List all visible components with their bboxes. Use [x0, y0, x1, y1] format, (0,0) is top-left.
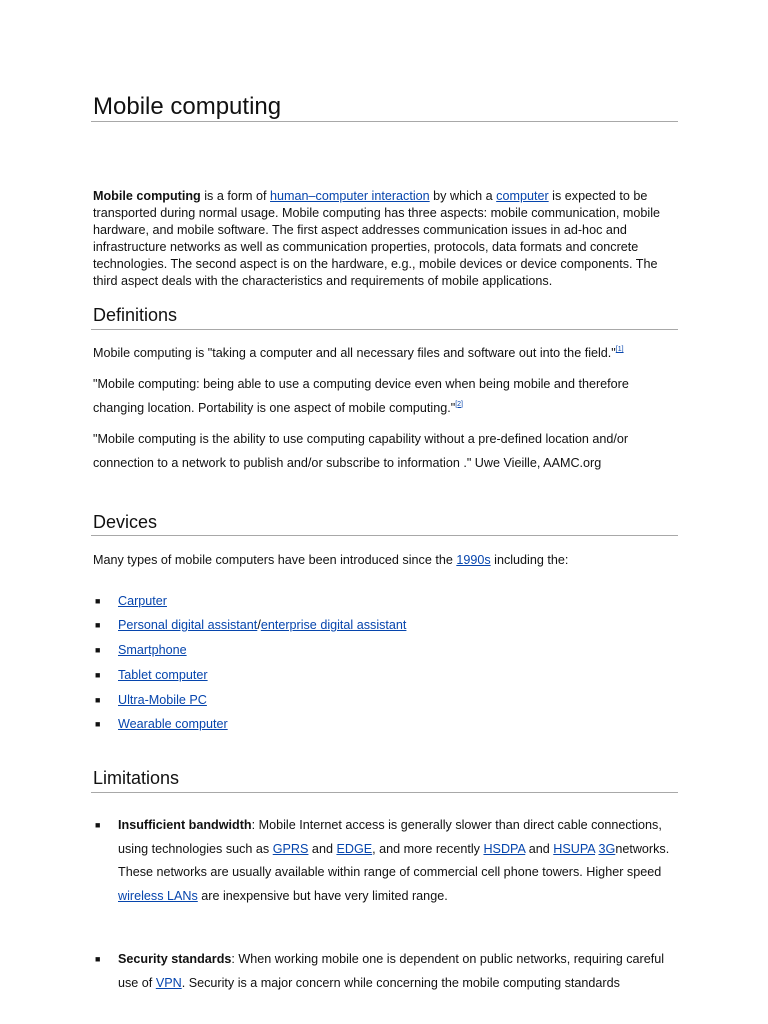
link-gprs[interactable]: GPRS — [272, 841, 309, 856]
definition-1 — [93, 342, 678, 366]
limitation-text: and — [308, 841, 337, 856]
reference-2[interactable]: [2] — [455, 400, 463, 408]
bullet-icon: ■ — [95, 954, 101, 964]
bullet-icon: ■ — [95, 670, 101, 680]
devices-intro — [93, 549, 678, 573]
definition-text: Mobile computing is "taking a computer and all necessary files and software out into the field." — [93, 346, 616, 360]
link-wearable-computer[interactable]: Wearable computer — [118, 717, 228, 731]
bullet-icon: ■ — [95, 596, 101, 606]
page-title: Mobile computing — [93, 93, 282, 120]
link-carputer[interactable]: Carputer — [118, 594, 167, 608]
intro-text: is a form of — [200, 189, 271, 203]
link-computer[interactable]: computer — [496, 189, 549, 203]
definition-2 — [93, 373, 678, 420]
bullet-icon: ■ — [95, 719, 101, 729]
link-edge[interactable]: EDGE — [336, 841, 373, 856]
devices-intro-text: Many types of mobile computers have been introduced since the — [93, 553, 457, 567]
limitation-title: Insufficient bandwidth — [118, 818, 252, 832]
limitation-text: . Security is a major concern while concerning the mobile computing standards — [181, 975, 620, 990]
link-vpn[interactable]: VPN — [155, 975, 182, 990]
link-personal-digital-assistant[interactable]: Personal digital assistant — [118, 618, 258, 632]
reference-1[interactable]: [1] — [615, 346, 624, 353]
link-hsupa[interactable]: HSUPA — [553, 841, 595, 856]
definitions-divider — [91, 329, 678, 330]
heading-devices: Devices — [93, 512, 158, 532]
devices-divider — [91, 535, 678, 536]
link-human-computer-interaction[interactable]: human–computer interaction — [270, 189, 430, 203]
definition-3: "Mobile computing is the ability to use computing capability without a pre-defined location and/or connection to a network to publish and/or subscribe to information ." Uwe Vieille, AAMC.org — [93, 432, 629, 470]
limitation-text: : Mobile Internet access is generally slower than direct cable connections, using technologies such as — [118, 818, 662, 856]
definition-text: "Mobile computing: being able to use a computing device even when being mobile and therefore changing location. Portability is one aspect of mobile computing." — [93, 377, 629, 415]
list-separator: / — [257, 618, 261, 632]
heading-definitions: Definitions — [93, 305, 178, 325]
link-hsdpa[interactable]: HSDPA — [483, 841, 526, 856]
link-wireless-lans[interactable]: wireless LANs — [118, 888, 198, 903]
bullet-icon: ■ — [95, 695, 101, 705]
intro-text: by which a — [429, 189, 497, 203]
link-3g[interactable]: 3G — [598, 841, 616, 856]
limitation-text: networks. These networks are usually available within range of commercial cell phone towers. Higher speed — [118, 841, 670, 879]
link-smartphone[interactable]: Smartphone — [118, 643, 187, 657]
limitation-text: : When working mobile one is dependent on public networks, requiring careful use of — [118, 952, 665, 990]
devices-intro-text: including the: — [490, 553, 569, 567]
limitation-title: Security standards — [118, 952, 232, 966]
link-enterprise-digital-assistant[interactable]: enterprise digital assistant — [260, 618, 407, 632]
limitation-text: and — [525, 841, 554, 856]
limitations-divider — [91, 792, 678, 793]
intro-text: is expected to be transported during normal usage. Mobile computing has three aspects: mobile communication, mobile hardware, and mobile software. The first aspect addresses communication issues in ad-hoc and infrastructure networks as well as communication properties, protocols, data formats and concrete technologies. The second aspect is on the hardware, e.g., mobile devices or device components. The third aspect deals with the characteristics and requirements of mobile applications. — [93, 189, 661, 288]
heading-limitations: Limitations — [93, 768, 180, 788]
bullet-icon: ■ — [95, 620, 101, 630]
link-tablet-computer[interactable]: Tablet computer — [118, 668, 208, 682]
limitation-text: are inexpensive but have very limited range. — [197, 888, 448, 903]
intro-bold-term: Mobile computing — [93, 189, 201, 203]
link-1990s[interactable]: 1990s — [456, 553, 491, 567]
intro-paragraph — [93, 188, 678, 290]
bullet-icon: ■ — [95, 645, 101, 655]
limitation-text: , and more recently — [372, 841, 484, 856]
link-ultra-mobile-pc[interactable]: Ultra-Mobile PC — [118, 693, 207, 707]
title-divider — [91, 121, 678, 122]
bullet-icon: ■ — [95, 820, 101, 830]
